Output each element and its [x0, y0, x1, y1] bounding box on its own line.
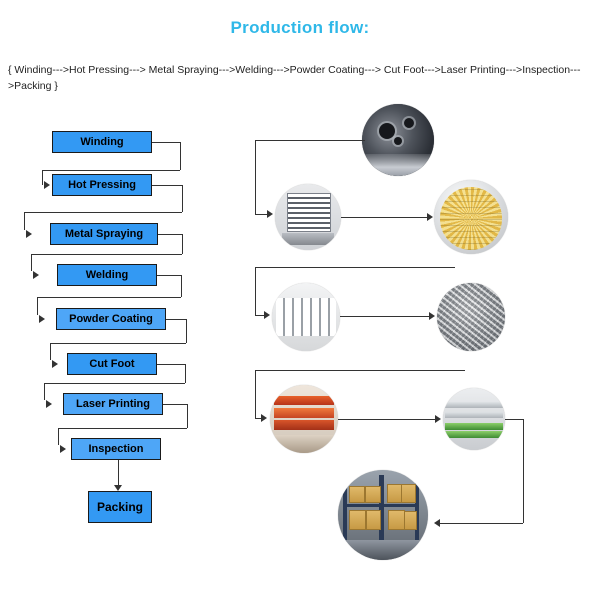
photo-connector-winding-right [255, 140, 365, 141]
packing-warehouse-photo [338, 470, 428, 560]
metal-spraying-led-bulb-photo [434, 180, 508, 254]
powder-coating-metal-photo [437, 283, 505, 351]
arrow-to-hot-pressing [44, 181, 50, 189]
connector-laser-out [163, 404, 187, 405]
photo-connector-row3-drop [255, 370, 256, 418]
photo-content [338, 470, 428, 560]
flow-box-label: Welding [85, 269, 129, 281]
connector-powder-out [166, 319, 186, 320]
flow-box-inspection[interactable] [71, 438, 161, 460]
connector-laser-in [44, 383, 185, 384]
photo-connector-row3 [255, 370, 465, 371]
flow-box-label: Inspection [88, 443, 144, 455]
flow-box-powder-coating[interactable] [56, 308, 166, 330]
page-title: Production flow: [230, 18, 370, 37]
flow-box-cut-foot[interactable] [67, 353, 157, 375]
connector-welding-drop [31, 254, 32, 271]
connector-hotpressing-out [152, 185, 182, 186]
connector-metalspray-in [24, 212, 182, 213]
photo-connector-row2-drop [255, 267, 256, 315]
flow-box-label: Cut Foot [89, 358, 135, 370]
winding-machine-photo [362, 104, 434, 176]
photo-connector-row2 [255, 267, 455, 268]
flow-box-label: Winding [80, 136, 124, 148]
photo-content [270, 385, 338, 453]
welding-tray-photo [272, 283, 340, 351]
connector-winding-down [180, 142, 181, 170]
flow-box-packing[interactable] [88, 491, 152, 523]
connector-cutfoot-in [50, 343, 186, 344]
arrow-to-laser-printing [46, 400, 52, 408]
connector-cutfoot-out [157, 364, 185, 365]
photo-connector-winding-down [255, 140, 256, 214]
arrow-to-welding [33, 271, 39, 279]
photo-connector-welding-out [340, 316, 430, 317]
flow-box-label: Powder Coating [69, 313, 153, 325]
photo-content [443, 388, 505, 450]
arrow-to-cut-foot [52, 360, 58, 368]
arrow-to-metal-spraying [26, 230, 32, 238]
connector-metalspray-out [158, 234, 182, 235]
photo-content [275, 184, 341, 250]
connector-inspection-in [58, 428, 187, 429]
arrow-to-packing [114, 485, 122, 491]
flow-box-label: Packing [96, 500, 144, 514]
connector-laser-down [187, 404, 188, 428]
flow-box-welding[interactable] [57, 264, 157, 286]
photo-content [272, 283, 340, 351]
flow-box-label: Metal Spraying [64, 228, 144, 240]
photo-content [362, 104, 434, 176]
flow-box-label: Hot Pressing [68, 179, 136, 191]
connector-powder-down [186, 319, 187, 343]
arrow-to-powder-coating [39, 315, 45, 323]
arrow-to-inspection [60, 445, 66, 453]
connector-laser-drop [44, 383, 45, 400]
connector-hotpressing-down [182, 185, 183, 212]
photo-connector-laser-down [523, 419, 524, 523]
arrow-photo-packing [434, 519, 440, 527]
arrow-photo-powder [429, 312, 435, 320]
connector-inspection-drop [58, 428, 59, 445]
connector-welding-down [181, 275, 182, 297]
connector-powder-drop [37, 297, 38, 315]
flow-box-winding[interactable] [52, 131, 152, 153]
connector-welding-in [31, 254, 182, 255]
cut-foot-machine-photo [270, 385, 338, 453]
connector-welding-out [157, 275, 181, 276]
connector-powder-in [37, 297, 181, 298]
arrow-photo-welding [264, 311, 270, 319]
photo-content [437, 283, 505, 351]
arrow-photo-cutfoot [261, 414, 267, 422]
connector-hotpressing-in [42, 170, 180, 171]
photo-content [434, 180, 508, 254]
connector-cutfoot-down [185, 364, 186, 383]
arrow-photo-metalspray [427, 213, 433, 221]
arrow-photo-hotpress [267, 210, 273, 218]
flow-box-label: Laser Printing [76, 398, 150, 410]
laser-printing-strips-photo [443, 388, 505, 450]
flow-box-laser-printing[interactable] [63, 393, 163, 415]
flow-box-hot-pressing[interactable] [52, 174, 152, 196]
flow-box-metal-spraying[interactable] [50, 223, 158, 245]
connector-hotpressing-drop [42, 170, 43, 185]
photo-connector-laser-right [505, 419, 523, 420]
flow-text-summary: { Winding--->Hot Pressing---> Metal Spraying--->Welding--->Powder Coating---> Cut Foot--->Laser Printing--->Inspection--->Packing } [8, 64, 581, 92]
hot-pressing-machine-photo [275, 184, 341, 250]
connector-inspection-down [118, 460, 119, 485]
photo-connector-to-packing [440, 523, 523, 524]
photo-connector-hotpress-out [341, 217, 429, 218]
connector-cutfoot-drop [50, 343, 51, 360]
connector-winding-out [152, 142, 180, 143]
connector-metalspray-drop [24, 212, 25, 230]
arrow-photo-laser [435, 415, 441, 423]
photo-connector-cutfoot-out [338, 419, 436, 420]
connector-metalspray-down [182, 234, 183, 254]
